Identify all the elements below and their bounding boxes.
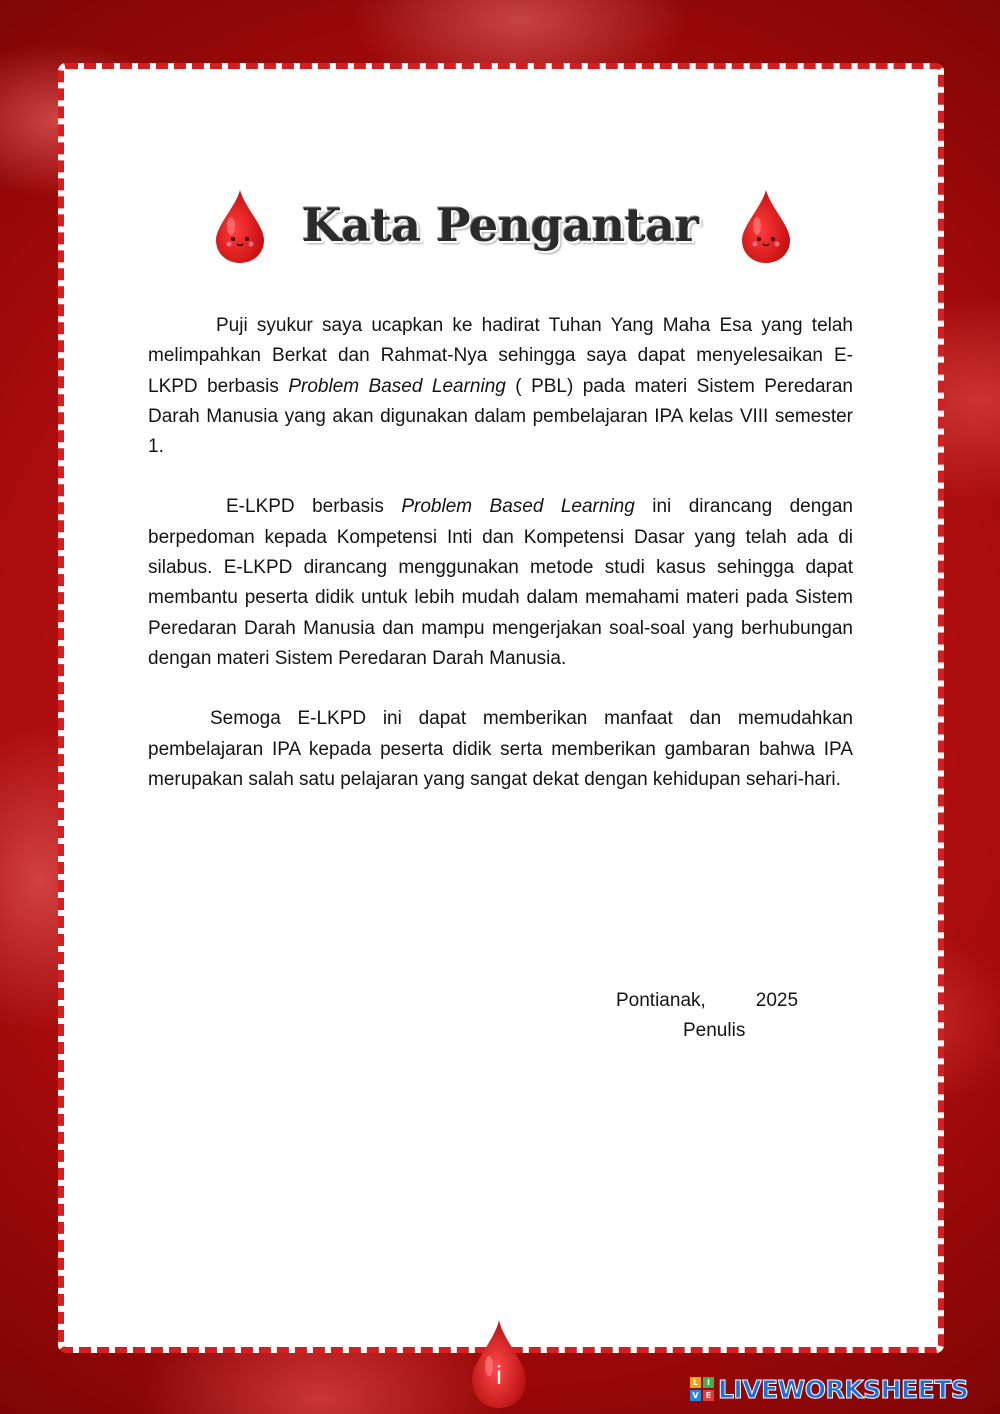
italic-term: Problem Based Learning (401, 496, 635, 518)
body-text (148, 311, 853, 825)
italic-term: Problem Based Learning (288, 375, 506, 397)
logo-square: L (690, 1377, 701, 1388)
signature-place (616, 990, 798, 1012)
page-title: Kata Pengantar (301, 198, 699, 252)
title-row (0, 188, 1000, 268)
logo-square: E (703, 1390, 714, 1401)
logo-square: I (703, 1377, 714, 1388)
logo-squares (690, 1377, 714, 1401)
logo-square: V (690, 1390, 701, 1401)
logo-text: LIVEWORKSHEETS (718, 1374, 969, 1404)
liveworksheets-logo[interactable] (690, 1373, 968, 1405)
paragraph-1: Puji syukur saya ucapkan ke hadirat Tuhan Yang Maha Esa yang telah melimpahkan Berkat dan Rahmat-Nya sehingga saya dapat menyelesaikan E-LKPD berbasis Problem Based Learning ( PBL) pada materi Sistem Peredaran Darah Manusia yang akan digunakan dalam pembelajaran IPA kelas VIII semester 1. (148, 315, 853, 458)
signature-year: 2025 (755, 990, 799, 1011)
paragraph-3: Semoga E-LKPD ini dapat memberikan manfaat dan memudahkan pembelajaran IPA kepada peserta didik serta memberikan gambaran bahwa IPA merupakan salah satu pelajaran yang sangat dekat dengan kehidupan sehari-hari. (148, 708, 853, 790)
signature-author: Penulis (683, 1020, 746, 1041)
page-number: i (496, 1360, 502, 1390)
blood-drop-icon (740, 188, 792, 264)
paragraph-2: E-LKPD berbasis Problem Based Learning ini dirancang dengan berpedoman kepada Kompetensi Inti dan Kompetensi Dasar yang telah ada di silabus. E-LKPD dirancang menggunakan metode studi kasus sehingga dapat membantu peserta didik untuk lebih mudah dalam memahami materi pada Sistem Peredaran Darah Manusia dan mampu mengerjakan soal-soal yang berhubungan dengan materi Sistem Peredaran Darah Manusia. (148, 496, 853, 669)
signature-city: Pontianak, (616, 990, 706, 1011)
